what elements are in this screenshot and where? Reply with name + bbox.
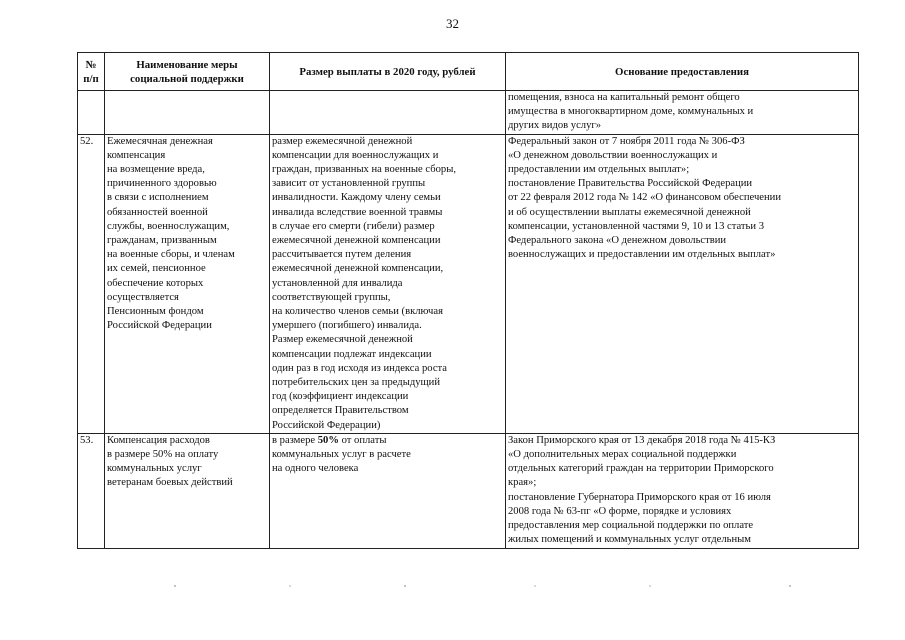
continuation-amount <box>270 91 506 135</box>
table-row-53 <box>78 433 859 548</box>
header-name: Наименование меры социальной поддержки <box>105 53 270 91</box>
row-52-basis: Федеральный закон от 7 ноября 2011 года № 306-ФЗ «О денежном довольствии военнослужащих и предоставлении им отдельных выплат»; постановление Правительства Российской Федерации от 22 февраля 2012 года № 142 «О финансовом обеспечении и об осуществлении выплаты ежемесячной денежной компенсации, установленной частями 9, 10 и 13 статьи 3 Федерального закона «О денежном довольствии военнослужащих и предоставлении им отдельных выплат» <box>506 134 859 433</box>
row-53-num: 53. <box>78 433 105 548</box>
continuation-row <box>78 91 859 135</box>
row-52-amount: размер ежемесячной денежной компенсации для военнослужащих и граждан, призванных на военные сборы, зависит от установленной группы инвалидности. Каждому члену семьи инвалида вследствие военной травмы в случае его смерти (гибели) размер ежемесячной денежной компенсации рассчитывается путем деления ежемесячной денежной компенсации, установленной для инвалида соответствующей группы, на количество членов семьи (включая умершего (погибшего) инвалида. Размер ежемесячной денежной компенсации подлежат индексации один раз в год исходя из индекса роста потребительских цен за предыдущий год (коэффициент индексации определяется Правительством Российской Федерации) <box>270 134 506 433</box>
row-53-amount-first-line: в размере 50% от оплаты <box>272 434 387 446</box>
header-amount: Размер выплаты в 2020 году, рублей <box>270 53 506 91</box>
row-53-amount: в размере 50% от оплаты коммунальных услуг в расчете на одного человека <box>270 433 506 548</box>
header-num: № п/п <box>78 53 105 91</box>
header-basis: Основание предоставления <box>506 53 859 91</box>
scan-specks <box>0 583 905 589</box>
row-52-num: 52. <box>78 134 105 433</box>
row-53-name: Компенсация расходов в размере 50% на оплату коммунальных услуг ветеранам боевых действий <box>105 433 270 548</box>
row-53-basis: Закон Приморского края от 13 декабря 2018 года № 415-КЗ «О дополнительных мерах социальной поддержки отдельных категорий граждан на территории Приморского края»; постановление Губернатора Приморского края от 16 июля 2008 года № 63-пг «О форме, порядке и условиях предоставления мер социальной поддержки по оплате жилых помещений и коммунальных услуг отдельным <box>506 433 859 548</box>
continuation-name <box>105 91 270 135</box>
continuation-basis: помещения, взноса на капитальный ремонт общего имущества в многоквартирном доме, коммунальных и других видов услуг» <box>506 91 859 135</box>
row-52-name: Ежемесячная денежная компенсация на возмещение вреда, причиненного здоровью в связи с исполнением обязанностей военной службы, военнослужащим, гражданам, призванным на военные сборы, и членам их семей, пенсионное обеспечение которых осуществляется Пенсионным фондом Российской Федерации <box>105 134 270 433</box>
social-support-table <box>77 52 859 549</box>
page-number: 32 <box>446 16 459 31</box>
table-header-row <box>78 53 859 91</box>
table-row-52 <box>78 134 859 433</box>
continuation-num <box>78 91 105 135</box>
